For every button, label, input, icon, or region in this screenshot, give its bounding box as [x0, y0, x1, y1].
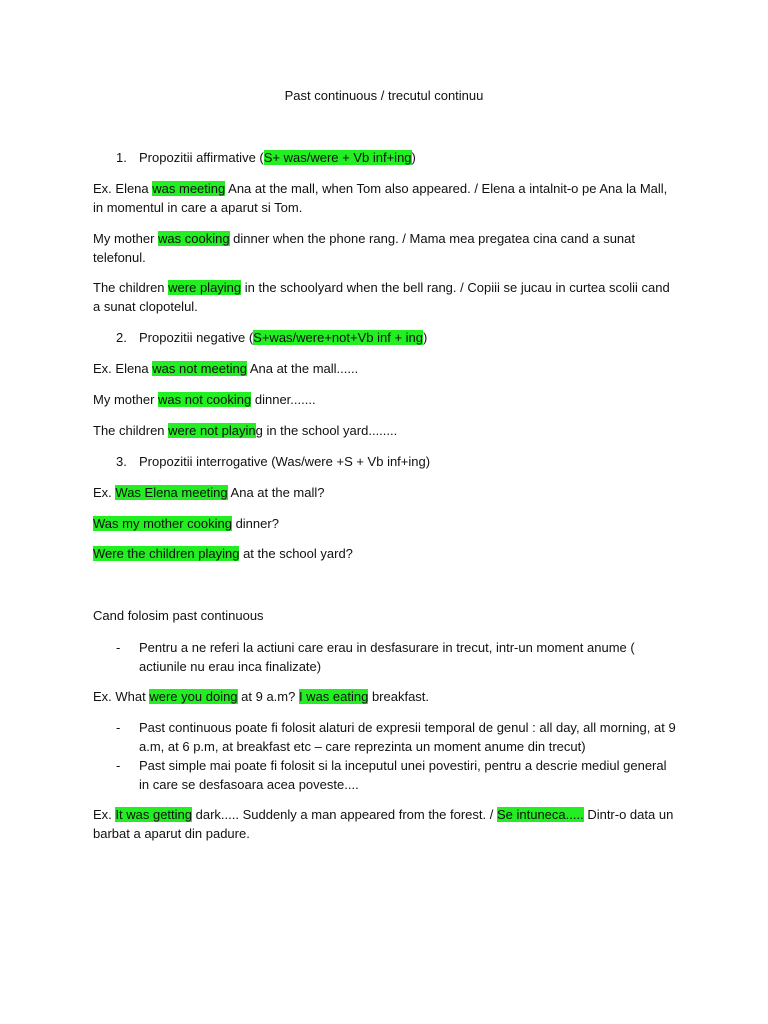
example-paragraph: Was my mother cooking dinner? [93, 516, 279, 531]
highlighted-phrase: Se intuneca..... [496, 807, 584, 822]
example-paragraph: The children were not playing in the school yard........ [93, 423, 398, 438]
highlighted-phrase: Was Elena meeting [115, 485, 228, 500]
bullet-dash: - [116, 640, 121, 655]
highlighted-phrase: was not cooking [158, 392, 252, 407]
highlighted-formula: S+ was/were + Vb inf+ing [263, 150, 412, 165]
highlighted-phrase: were not playin [168, 423, 256, 438]
example-paragraph: Ex. Elena was meeting Ana at the mall, when Tom also appeared. / Elena a intalnit-o pe Ana la Mall, in momentul in care a aparut si Tom. [93, 181, 668, 215]
list-marker: 2. [116, 330, 127, 345]
example-paragraph: Ex. What were you doing at 9 a.m? I was eating breakfast. [93, 689, 430, 704]
bullet-text: Past simple mai poate fi folosit si la inceputul unei povestiri, pentru a descrie mediul general in care se desfasoara acea poveste.... [139, 758, 667, 792]
bullet-text: Past continuous poate fi folosit alaturi de expresii temporal de genul : all day, all morning, at 9 a.m, at 6 p.m, at breakfast etc – care reprezinta un moment anume din trecut) [139, 720, 676, 754]
bullet-text: Pentru a ne referi la actiuni care erau in desfasurare in trecut, intr-un moment anume ( actiunile nu erau inca finalizate) [139, 640, 635, 674]
example-paragraph: Were the children playing at the school yard? [93, 546, 353, 561]
example-paragraph: The children were playing in the schoolyard when the bell rang. / Copiii se jucau in curtea scolii cand a sunat clopotelul. [93, 280, 670, 314]
list-item-text: Propozitii affirmative ( [139, 150, 264, 165]
list-item-close: ) [411, 150, 416, 165]
highlighted-phrase: Was my mother cooking [93, 516, 232, 531]
list-item-text: Propozitii negative ( [139, 330, 254, 345]
section-heading: Cand folosim past continuous [93, 608, 264, 623]
bullet-dash: - [116, 720, 121, 735]
highlighted-phrase: were you doing [149, 689, 238, 704]
list-marker: 3. [116, 454, 127, 469]
highlighted-phrase: were playing [168, 280, 242, 295]
page-title: Past continuous / trecutul continuu [284, 88, 484, 103]
list-item-text: Propozitii interrogative (Was/were +S + Vb inf+ing) [139, 454, 431, 469]
bullet-dash: - [116, 758, 121, 773]
example-paragraph: Ex. Elena was not meeting Ana at the mall...... [93, 361, 359, 376]
list-marker: 1. [116, 150, 127, 165]
example-paragraph: Ex. It was getting dark..... Suddenly a man appeared from the forest. / Se intuneca..... Dintr-o data un barbat a aparut din padure. [93, 807, 674, 841]
list-item-close: ) [423, 330, 428, 345]
example-paragraph: My mother was not cooking dinner....... [93, 392, 316, 407]
highlighted-phrase: It was getting [115, 807, 193, 822]
example-paragraph: My mother was cooking dinner when the phone rang. / Mama mea pregatea cina cand a sunat telefonul. [93, 231, 635, 265]
highlighted-formula: S+was/were+not+Vb inf + ing [253, 330, 424, 345]
highlighted-phrase: I was eating [298, 689, 369, 704]
example-paragraph: Ex. Was Elena meeting Ana at the mall? [93, 485, 325, 500]
highlighted-phrase: was cooking [158, 231, 230, 246]
highlighted-phrase: Were the children playing [93, 546, 240, 561]
highlighted-phrase: was meeting [152, 181, 226, 196]
highlighted-phrase: was not meeting [152, 361, 247, 376]
